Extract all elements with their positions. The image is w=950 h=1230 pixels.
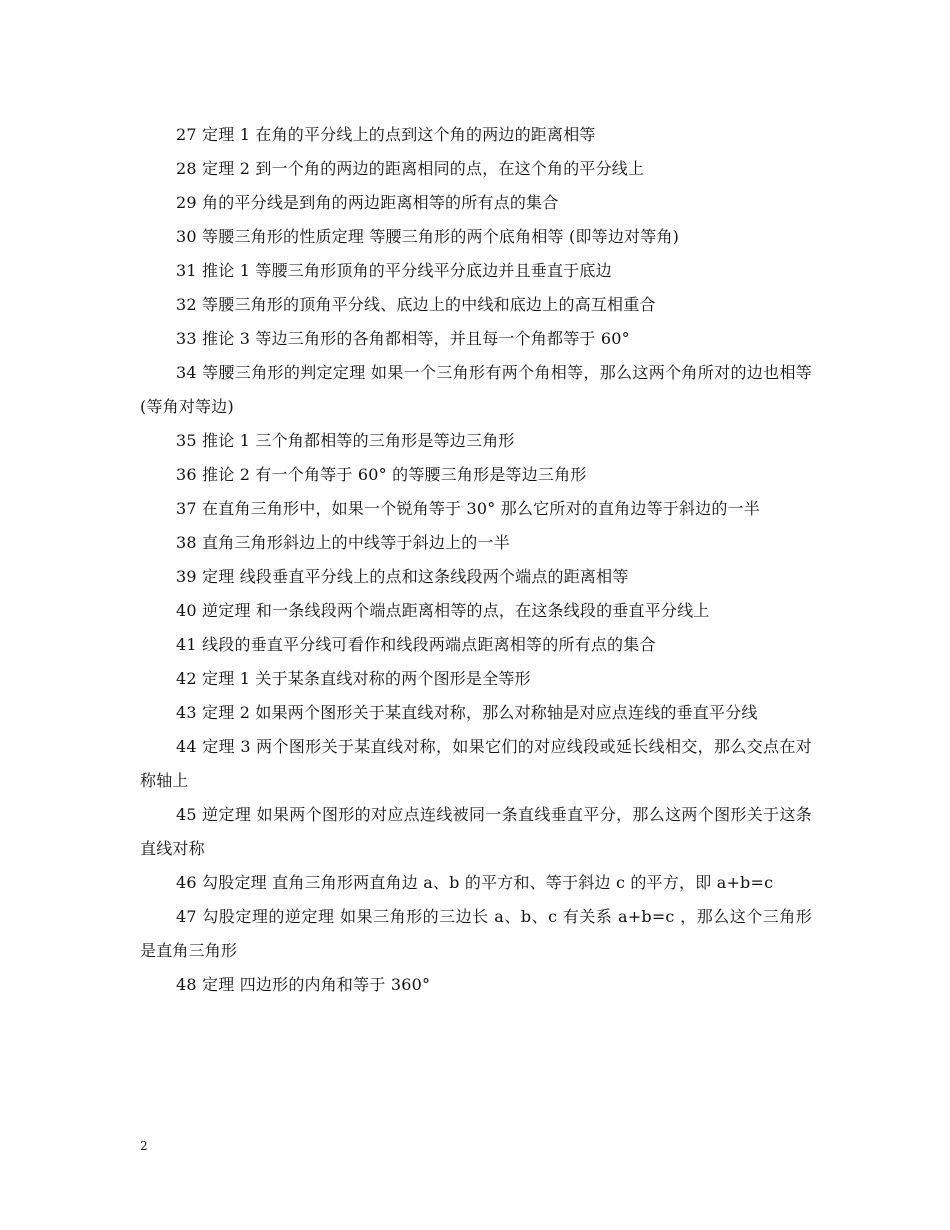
paragraph-38: 38 直角三角形斜边上的中线等于斜边上的一半 (176, 533, 510, 552)
page-number: 2 (140, 1139, 148, 1153)
paragraph-44: 44 定理 3 两个图形关于某直线对称，如果它们的对应线段或延长线相交，那么交点在对称轴上 (140, 737, 812, 790)
paragraph-43: 43 定理 2 如果两个图形关于某直线对称，那么对称轴是对应点连线的垂直平分线 (176, 703, 758, 722)
paragraph-35: 35 推论 1 三个角都相等的三角形是等边三角形 (176, 431, 515, 450)
paragraph-39: 39 定理 线段垂直平分线上的点和这条线段两个端点的距离相等 (176, 567, 629, 586)
paragraph-46: 46 勾股定理 直角三角形两直角边 a、b 的平方和、等于斜边 c 的平方，即 a+b=c (176, 873, 774, 892)
paragraph-36: 36 推论 2 有一个角等于 60° 的等腰三角形是等边三角形 (176, 465, 587, 484)
paragraph-40: 40 逆定理 和一条线段两个端点距离相等的点，在这条线段的垂直平分线上 (176, 601, 710, 620)
paragraph-27: 27 定理 1 在角的平分线上的点到这个角的两边的距离相等 (176, 125, 596, 144)
paragraph-34: 34 等腰三角形的判定定理 如果一个三角形有两个角相等，那么这两个角所对的边也相等(等角对等边) (140, 363, 812, 416)
paragraph-32: 32 等腰三角形的顶角平分线、底边上的中线和底边上的高互相重合 (176, 295, 656, 314)
paragraph-28: 28 定理 2 到一个角的两边的距离相同的点，在这个角的平分线上 (176, 159, 645, 178)
paragraph-48: 48 定理 四边形的内角和等于 360° (176, 975, 431, 994)
paragraph-37: 37 在直角三角形中，如果一个锐角等于 30° 那么它所对的直角边等于斜边的一半 (176, 499, 760, 518)
paragraph-47: 47 勾股定理的逆定理 如果三角形的三边长 a、b、c 有关系 a+b=c ，那么这个三角形是直角三角形 (140, 907, 812, 960)
paragraph-33: 33 推论 3 等边三角形的各角都相等，并且每一个角都等于 60° (176, 329, 630, 348)
paragraph-30: 30 等腰三角形的性质定理 等腰三角形的两个底角相等 (即等边对等角) (176, 227, 680, 246)
paragraph-31: 31 推论 1 等腰三角形顶角的平分线平分底边并且垂直于底边 (176, 261, 612, 280)
paragraph-45: 45 逆定理 如果两个图形的对应点连线被同一条直线垂直平分，那么这两个图形关于这条直线对称 (140, 805, 812, 858)
document-body (140, 118, 812, 1002)
paragraph-42: 42 定理 1 关于某条直线对称的两个图形是全等形 (176, 669, 531, 688)
paragraph-41: 41 线段的垂直平分线可看作和线段两端点距离相等的所有点的集合 (176, 635, 656, 654)
paragraph-29: 29 角的平分线是到角的两边距离相等的所有点的集合 (176, 193, 559, 212)
